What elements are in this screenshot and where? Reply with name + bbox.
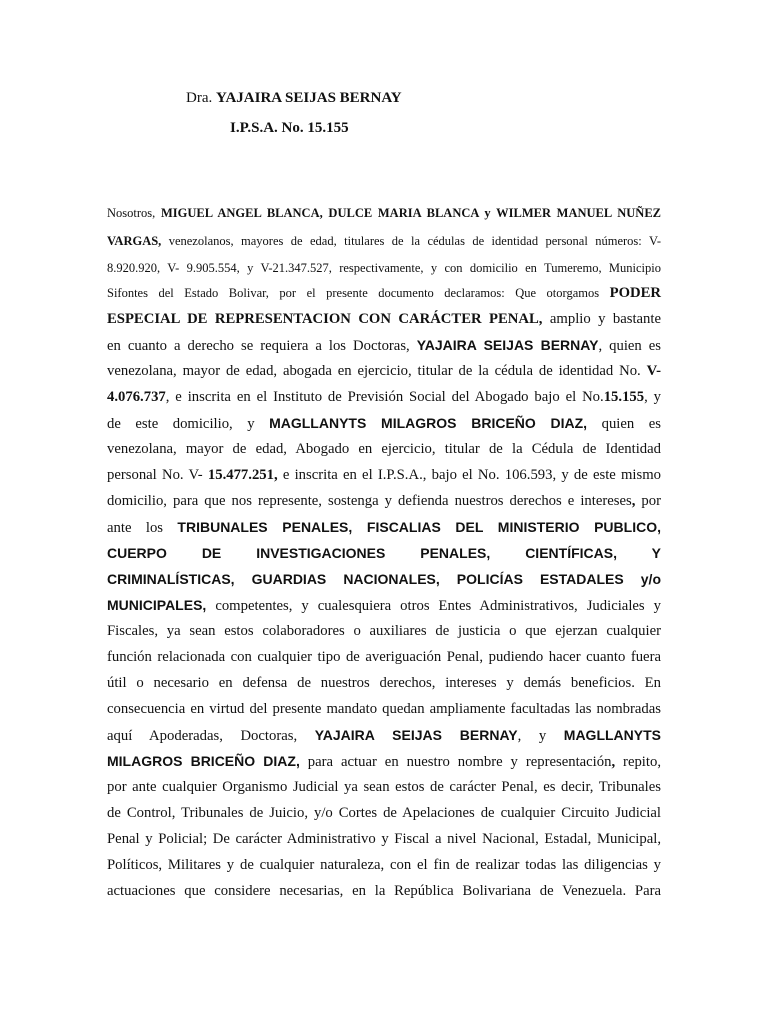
text-segment: MIGUEL ANGEL BLANCA, DULCE MARIA BLANCA y WILMER MANUEL NUÑEZ <box>160 206 661 220</box>
text-line <box>107 881 661 901</box>
text-line <box>107 231 661 251</box>
text-segment: V- <box>646 363 661 379</box>
text-segment: repito, <box>615 754 661 770</box>
text-segment: quien es <box>587 416 661 432</box>
text-segment: venezolanos, mayores de edad, titulares de la cédulas de identidad personal números: V- <box>161 234 661 248</box>
text-line <box>107 751 661 771</box>
text-segment: e inscrita en el I.P.S.A., bajo el No. 106.593, y de este mismo <box>277 467 661 483</box>
text-segment: ESPECIAL DE REPRESENTACION CON CARÁCTER PENAL, <box>107 311 543 327</box>
text-segment: consecuencia en virtud del presente mandato quedan ampliamente facultadas las nombradas <box>107 701 661 717</box>
text-segment: función relacionada con cualquier tipo de averiguación Penal, pudiendo hacer cuanto fuera <box>107 649 661 665</box>
text-segment: Sifontes del Estado Bolivar, por el presente documento declaramos: Que otorgamos <box>107 286 610 300</box>
text-segment: venezolana, mayor de edad, Abogado en ejercicio, titular de la Cédula de Identidad <box>107 441 661 457</box>
text-line <box>107 803 661 823</box>
text-line <box>107 413 661 433</box>
text-segment: , e inscrita en el Instituto de Previsión Social del Abogado bajo el No. <box>165 389 604 405</box>
text-segment: YAJAIRA SEIJAS BERNAY <box>416 337 599 353</box>
text-line <box>107 465 661 485</box>
text-line <box>107 439 661 459</box>
text-segment: MILAGROS BRICEÑO DIAZ, <box>107 753 300 769</box>
text-segment: en cuanto a derecho se requiera a los Doctoras, <box>107 338 417 354</box>
text-segment: 8.920.920, V- 9.905.554, y V-21.347.527, respectivamente, y con domicilio en Tumeremo, Municipio <box>107 261 661 275</box>
text-line <box>107 491 661 511</box>
text-segment: , y <box>517 728 564 744</box>
text-segment: MUNICIPALES, <box>107 597 207 613</box>
text-segment: , y <box>644 389 661 405</box>
text-line <box>107 595 661 615</box>
text-segment: de este domicilio, y <box>107 416 270 432</box>
attorney-name: YAJAIRA SEIJAS BERNAY <box>216 90 402 106</box>
text-segment: domicilio, para que nos represente, sostenga y defienda nuestros derechos e intereses <box>107 493 632 509</box>
text-line <box>107 517 661 537</box>
text-line <box>107 699 661 719</box>
text-segment: , <box>631 493 636 509</box>
text-segment: venezolana, mayor de edad, abogada en ejercicio, titular de la cédula de identidad No. <box>107 363 647 379</box>
text-line <box>107 569 661 589</box>
text-line <box>107 621 661 641</box>
text-line <box>107 543 661 563</box>
text-segment: 15.477.251, <box>207 467 278 483</box>
text-line <box>107 725 661 745</box>
text-segment: útil o necesario en defensa de nuestros derechos, intereses y demás beneficios. En <box>107 675 661 691</box>
text-line <box>107 777 661 797</box>
text-line <box>107 829 661 849</box>
dra-prefix: Dra. <box>186 90 213 106</box>
text-segment: , quien es <box>598 338 661 354</box>
text-segment: personal No. V- <box>107 467 208 483</box>
text-segment: CRIMINALÍSTICAS, GUARDIAS NACIONALES, POLICÍAS ESTADALES y/o <box>107 571 661 587</box>
text-segment: VARGAS, <box>107 234 162 248</box>
text-segment: , <box>611 754 616 770</box>
text-segment: por ante cualquier Organismo Judicial ya sean estos de carácter Penal, es decir, Tribunales <box>107 779 661 795</box>
text-line <box>107 647 661 667</box>
text-segment: aquí Apoderadas, Doctoras, <box>107 728 315 744</box>
text-segment: actuaciones que considere necesarias, en la República Bolivariana de Venezuela. Para <box>107 883 661 899</box>
text-segment: Nosotros, <box>107 206 161 220</box>
text-segment: Fiscales, ya sean estos colaboradores o auxiliares de justicia o que ejerzan cualquier <box>107 623 661 639</box>
text-line <box>107 387 661 407</box>
text-segment: 4.076.737 <box>107 389 166 405</box>
text-line <box>107 855 661 875</box>
text-line <box>107 361 661 381</box>
text-segment: competentes, y cualesquiera otros Entes Administrativos, Judiciales y <box>206 598 661 614</box>
attorney-heading <box>186 90 402 107</box>
text-line <box>107 258 661 278</box>
text-line <box>107 309 661 329</box>
text-segment: amplio y bastante <box>542 311 661 327</box>
text-segment: por <box>635 493 661 509</box>
text-segment: CUERPO DE INVESTIGACIONES PENALES, CIENTÍFICAS, Y <box>107 545 661 561</box>
text-segment: para actuar en nuestro nombre y representación <box>299 754 612 770</box>
text-segment: MAGLLANYTS <box>563 727 661 743</box>
text-segment: de Control, Tribunales de Juicio, y/o Cortes de Apelaciones de cualquier Circuito Judicial <box>107 805 661 821</box>
text-segment: Penal y Policial; De carácter Administrativo y Fiscal a nivel Nacional, Estadal, Municipal, <box>107 831 661 847</box>
text-line <box>107 203 661 223</box>
text-line <box>107 283 661 303</box>
text-segment: PODER <box>609 285 661 301</box>
text-line <box>107 673 661 693</box>
text-line <box>107 335 661 355</box>
text-segment: ante los <box>107 520 178 536</box>
ipsa-number: I.P.S.A. No. 15.155 <box>230 120 349 136</box>
text-segment: Políticos, Militares y de cualquier naturaleza, con el fin de realizar todas las diligencias y <box>107 857 661 873</box>
text-segment: 15.155 <box>603 389 645 405</box>
text-segment: TRIBUNALES PENALES, FISCALIAS DEL MINISTERIO PUBLICO, <box>177 519 661 535</box>
text-segment: MAGLLANYTS MILAGROS BRICEÑO DIAZ, <box>269 415 588 431</box>
text-segment: YAJAIRA SEIJAS BERNAY <box>314 727 518 743</box>
